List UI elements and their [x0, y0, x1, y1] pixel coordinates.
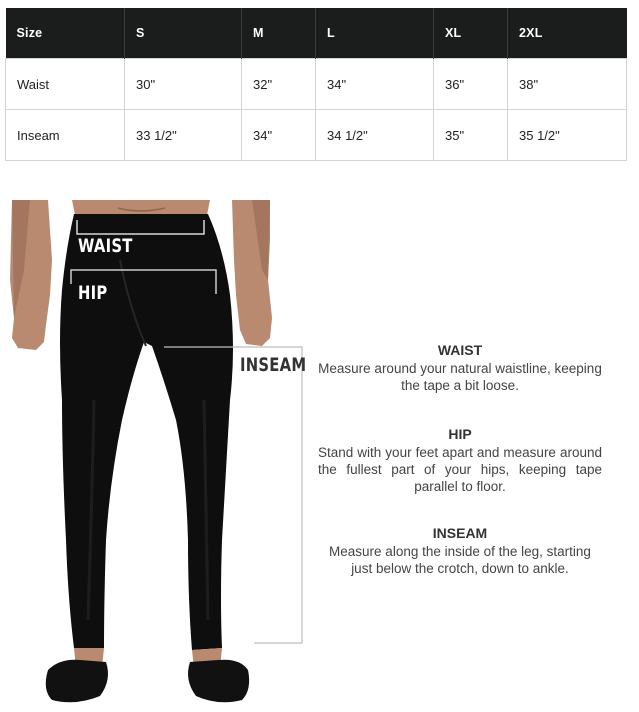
- waist-m: 32": [242, 59, 316, 110]
- table-row-inseam: [6, 110, 627, 161]
- header-cell-xl: XL: [434, 8, 508, 59]
- row-label-waist: Waist: [6, 59, 125, 110]
- waist-s: 30": [125, 59, 242, 110]
- waist-instruction: [318, 342, 602, 394]
- size-chart-table: [5, 8, 627, 161]
- inseam-m: 34": [242, 110, 316, 161]
- inseam-label: INSEAM: [240, 354, 307, 376]
- inseam-2xl: 35 1/2": [508, 110, 627, 161]
- left-sandal: [46, 660, 108, 703]
- inseam-l: 34 1/2": [316, 110, 434, 161]
- table-row-waist: [6, 59, 627, 110]
- inseam-xl: 35": [434, 110, 508, 161]
- header-cell-m: M: [242, 8, 316, 59]
- header-cell-s: S: [125, 8, 242, 59]
- waist-label: WAIST: [78, 235, 133, 257]
- hip-instruction-title: HIP: [448, 426, 472, 442]
- waist-l: 34": [316, 59, 434, 110]
- waist-xl: 36": [434, 59, 508, 110]
- right-sandal: [188, 660, 249, 703]
- header-cell-size: Size: [6, 8, 125, 59]
- inseam-instruction-text: Measure along the inside of the leg, starting just below the crotch, down to ankle.: [329, 544, 591, 576]
- hip-label: HIP: [78, 282, 108, 304]
- model-figure: [0, 200, 310, 712]
- waist-instruction-title: WAIST: [437, 342, 483, 358]
- row-label-inseam: Inseam: [6, 110, 125, 161]
- waist-instruction-text: Measure around your natural waistline, keeping the tape a bit loose.: [318, 361, 602, 393]
- header-cell-2xl: 2XL: [508, 8, 627, 59]
- model-illustration: [0, 200, 310, 712]
- waist-2xl: 38": [508, 59, 627, 110]
- table-header-row: [6, 8, 627, 59]
- inseam-instruction: [318, 525, 602, 577]
- inseam-s: 33 1/2": [125, 110, 242, 161]
- hip-instruction: [318, 426, 602, 495]
- header-cell-l: L: [316, 8, 434, 59]
- inseam-instruction-title: INSEAM: [432, 525, 488, 541]
- hip-instruction-text: Stand with your feet apart and measure around the fullest part of your hips, keeping tape parallel to floor.: [318, 445, 602, 494]
